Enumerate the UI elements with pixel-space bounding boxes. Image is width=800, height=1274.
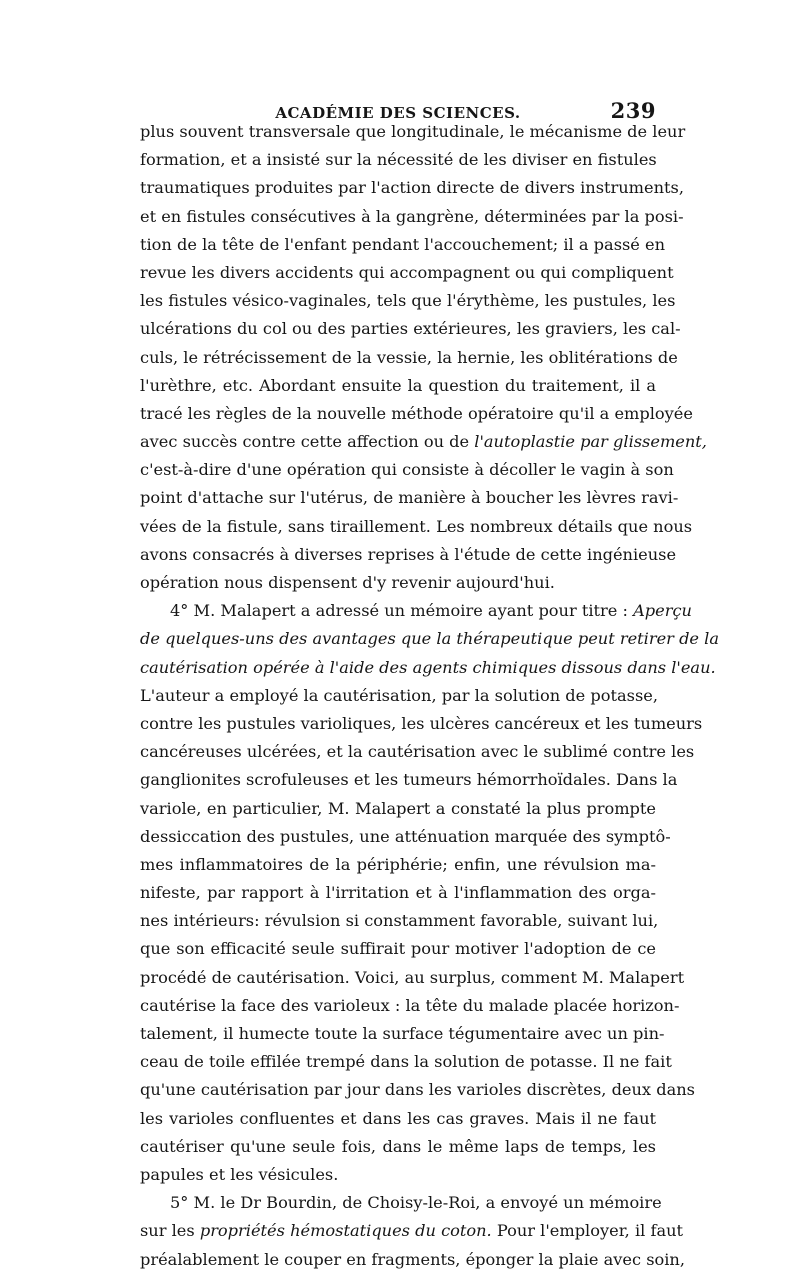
text-line (140, 795, 656, 823)
line-text: 4° M. Malapert a adressé un mémoire ayant pour titre : (170, 601, 634, 621)
line-text: l'urèthre, etc. Abordant ensuite la question du traitement, il a (140, 375, 656, 395)
text-line (140, 203, 684, 231)
line-text: opération nous dispensent d'y revenir aujourd'hui. (140, 573, 555, 592)
text-line (140, 1189, 662, 1217)
text-line (140, 964, 685, 992)
text-line (140, 344, 678, 372)
document-page (140, 76, 719, 1274)
text-line (140, 569, 656, 597)
text-line (140, 541, 677, 569)
line-text: les varioles confluentes et dans les cas graves. Mais il ne faut (140, 1108, 656, 1128)
line-text: dessiccation des pustules, une atténuation marquée des symptô- (140, 826, 671, 846)
text-line (140, 484, 679, 512)
line-text: avons consacrés à diverses reprises à l'étude de cette ingénieuse (140, 544, 677, 564)
text-line (140, 1048, 672, 1076)
line-text: que son efficacité seule suffirait pour motiver l'adoption de ce (140, 939, 656, 959)
text-line (140, 823, 671, 851)
text-line (140, 513, 693, 541)
line-text: 5° M. le Dr Bourdin, de Choisy-le-Roi, a envoyé un mémoire (170, 1193, 662, 1213)
line-text: point d'attache sur l'utérus, de manière à boucher les lèvres ravi- (140, 488, 679, 508)
text-line (140, 597, 692, 625)
line-text: cautérise la face des varioleux : la tête du malade placée horizon- (140, 995, 680, 1015)
line-text: cautériser qu'une seule fois, dans le même laps de temps, les (140, 1136, 656, 1156)
line-text: avec succès contre cette affection ou de (140, 432, 475, 452)
line-text: vées de la fistule, sans tiraillement. Les nombreux détails que nous (140, 516, 693, 536)
line-italic-text: de quelques-uns des avantages que la thérapeutique peut retirer de la (140, 629, 719, 649)
line-text: ganglionites scrofuleuses et les tumeurs hémorrhoïdales. Dans la (140, 770, 678, 790)
text-line (140, 625, 719, 653)
text-line (140, 992, 680, 1020)
line-text: papules et les vésicules. (140, 1164, 339, 1184)
line-text: nifeste, par rapport à l'irritation et à l'inflammation des orga- (140, 883, 656, 903)
running-head (140, 76, 656, 123)
line-text: nes intérieurs: révulsion si constamment favorable, suivant lui, (140, 911, 659, 931)
text-line (140, 400, 693, 428)
text-line (140, 259, 674, 287)
text-line (140, 1133, 656, 1161)
line-text: plus souvent transversale que longitudinale, le mécanisme de leur (140, 122, 686, 141)
text-line (140, 1217, 684, 1245)
text-line (140, 372, 656, 400)
text-line (140, 287, 676, 315)
line-text: tion de la tête de l'enfant pendant l'accouchement; il a passé en (140, 234, 666, 254)
text-line (140, 682, 656, 710)
text-line (140, 174, 684, 202)
line-text: contre les pustules varioliques, les ulcères cancéreux et les tumeurs (140, 713, 703, 733)
text-line (140, 1105, 656, 1133)
text-line (140, 851, 656, 879)
text-line (140, 766, 678, 794)
line-text: traumatiques produites par l'action directe de divers instruments, (140, 178, 684, 198)
running-title: ACADÉMIE DES SCIENCES. (275, 104, 521, 122)
line-italic-text: Aperçu (633, 601, 692, 621)
text-line (140, 738, 695, 766)
line-text: tracé les règles de la nouvelle méthode opératoire qu'il a employée (140, 403, 693, 423)
line-text: qu'une cautérisation par jour dans les varioles discrètes, deux dans (140, 1080, 695, 1100)
line-text: revue les divers accidents qui accompagnent ou qui compliquent (140, 262, 674, 282)
text-line (140, 146, 656, 174)
text-line (140, 654, 716, 682)
text-line (140, 231, 666, 259)
text-line (140, 879, 656, 907)
line-text: variole, en particulier, M. Malapert a constaté la plus prompte (140, 798, 656, 818)
line-text: L'auteur a employé la cautérisation, par la solution de potasse, (140, 685, 658, 705)
line-text: sur les (140, 1221, 200, 1241)
line-text: cancéreuses ulcérées, et la cautérisation avec le sublimé contre les (140, 742, 695, 762)
text-line (140, 907, 659, 935)
line-text: les fistules vésico-vaginales, tels que l'érythème, les pustules, les (140, 291, 676, 311)
body-text (140, 118, 719, 1274)
line-text: ulcérations du col ou des parties extérieures, les graviers, les cal- (140, 319, 681, 339)
text-line (140, 456, 674, 484)
line-text: c'est-à-dire d'une opération qui consiste à décoller le vagin à son (140, 460, 674, 480)
page-number: 239 (610, 98, 656, 123)
line-text: talement, il humecte toute la surface tégumentaire avec un pin- (140, 1024, 665, 1043)
line-text: et en fistules consécutives à la gangrène, déterminées par la posi- (140, 206, 684, 226)
line-text: préalablement le couper en fragments, éponger la plaie avec soin, (140, 1249, 685, 1269)
line-text: mes inflammatoires de la périphérie; enfin, une révulsion ma- (140, 854, 656, 874)
line-text: ceau de toile effilée trempé dans la solution de potasse. Il ne fait (140, 1052, 672, 1072)
line-text: procédé de cautérisation. Voici, au surplus, comment M. Malapert (140, 967, 685, 987)
line-text: formation, et a insisté sur la nécessité de les diviser en fistules (140, 150, 657, 170)
text-line (140, 428, 707, 456)
line-italic-text: l'autoplastie par glissement, (474, 432, 707, 452)
text-line (140, 1020, 665, 1048)
line-italic-text: cautérisation opérée à l'aide des agents chimiques dissous dans l'eau. (140, 657, 716, 677)
text-line (140, 118, 686, 146)
text-line (140, 1161, 656, 1189)
line-text-after: Pour l'employer, il faut (491, 1221, 684, 1241)
text-line (140, 315, 681, 343)
line-text: culs, le rétrécissement de la vessie, la hernie, les oblitérations de (140, 347, 678, 367)
text-line (140, 935, 656, 963)
line-italic-text: propriétés hémostatiques du coton. (199, 1221, 492, 1241)
text-line (140, 1076, 695, 1104)
text-line (140, 1246, 685, 1274)
text-line (140, 710, 703, 738)
